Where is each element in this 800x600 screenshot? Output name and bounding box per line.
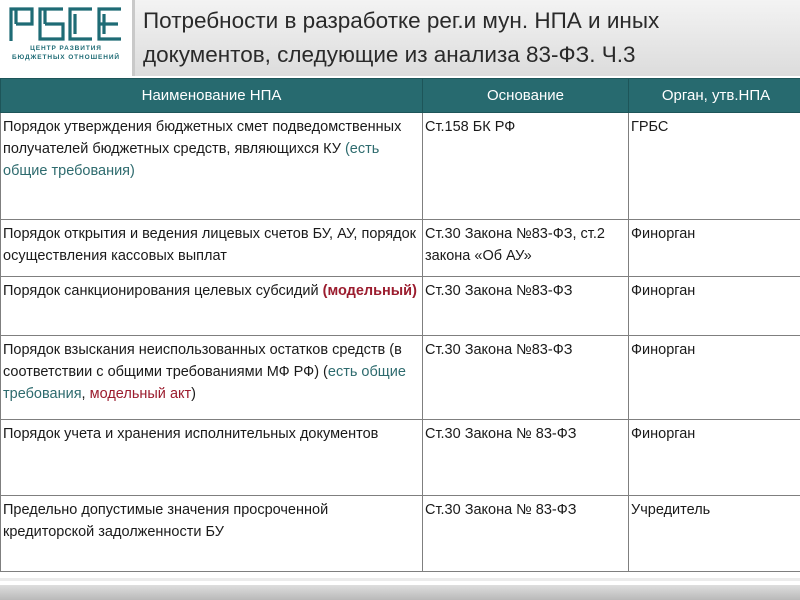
note-separator: , xyxy=(81,386,90,402)
header-npa-name: Наименование НПА xyxy=(1,79,423,113)
logo-caption-line1: ЦЕНТР РАЗВИТИЯ xyxy=(30,45,102,52)
footer-band xyxy=(0,585,800,600)
cell-basis: Ст.30 Закона № 83-ФЗ xyxy=(423,496,629,572)
cell-basis: Ст.158 БК РФ xyxy=(423,113,629,220)
npa-name-text: Порядок взыскания неиспользованных остатков средств (в соответствии с общими требованиями МФ РФ) ( xyxy=(3,342,402,380)
cell-npa-name: Предельно допустимые значения просроченной кредиторской задолженности БУ xyxy=(1,496,423,572)
table-row xyxy=(1,420,800,496)
general-requirements-note: есть общие требования xyxy=(3,364,406,402)
logo-caption-line2: БЮДЖЕТНЫХ ОТНОШЕНИЙ xyxy=(11,54,120,61)
cell-organ: Финорган xyxy=(629,420,800,496)
npa-table-container xyxy=(0,78,800,578)
cell-organ: Финорган xyxy=(629,220,800,277)
cell-npa-name xyxy=(1,336,423,420)
npa-name-text: Порядок санкционирования целевых субсидий xyxy=(3,283,323,299)
table-row xyxy=(1,220,800,277)
table-header-row xyxy=(1,79,800,113)
model-act-note: модельный акт xyxy=(89,386,192,402)
page-title-line1: Потребности в разработке рег.и мун. НПА и иных xyxy=(143,8,660,33)
table-row xyxy=(1,496,800,572)
npa-table xyxy=(0,78,800,572)
cell-npa-name: Порядок открытия и ведения лицевых счетов БУ, АУ, порядок осуществления кассовых выплат xyxy=(1,220,423,277)
cell-organ: ГРБС xyxy=(629,113,800,220)
cell-organ: Финорган xyxy=(629,336,800,420)
title-bar xyxy=(132,0,800,76)
cell-npa-name xyxy=(1,277,423,336)
page-title xyxy=(143,4,793,72)
cell-organ: Финорган xyxy=(629,277,800,336)
model-note: (модельный) xyxy=(322,283,417,299)
table-row xyxy=(1,336,800,420)
note-close: ) xyxy=(191,386,196,402)
cell-basis: Ст.30 Закона №83-ФЗ xyxy=(423,336,629,420)
cell-npa-name xyxy=(1,113,423,220)
general-requirements-note: (есть общие требования) xyxy=(3,141,380,179)
cell-basis: Ст.30 Закона № 83-ФЗ xyxy=(423,420,629,496)
table-row xyxy=(1,277,800,336)
cell-organ: Учредитель xyxy=(629,496,800,572)
logo xyxy=(2,2,130,76)
cell-basis: Ст.30 Закона №83-ФЗ, ст.2 закона «Об АУ» xyxy=(423,220,629,277)
footer-divider xyxy=(0,578,800,581)
cell-npa-name: Порядок учета и хранения исполнительных документов xyxy=(1,420,423,496)
npa-name-text: Порядок утверждения бюджетных смет подведомственных получателей бюджетных средств, являющихся КУ xyxy=(3,119,402,157)
table-row xyxy=(1,113,800,220)
logo-wordmark-icon xyxy=(8,6,124,42)
header-organ: Орган, утв.НПА xyxy=(629,79,800,113)
cell-basis: Ст.30 Закона №83-ФЗ xyxy=(423,277,629,336)
logo-caption xyxy=(2,44,130,62)
page-title-line2: документов, следующие из анализа 83-ФЗ. Ч.3 xyxy=(143,42,636,67)
header-basis: Основание xyxy=(423,79,629,113)
